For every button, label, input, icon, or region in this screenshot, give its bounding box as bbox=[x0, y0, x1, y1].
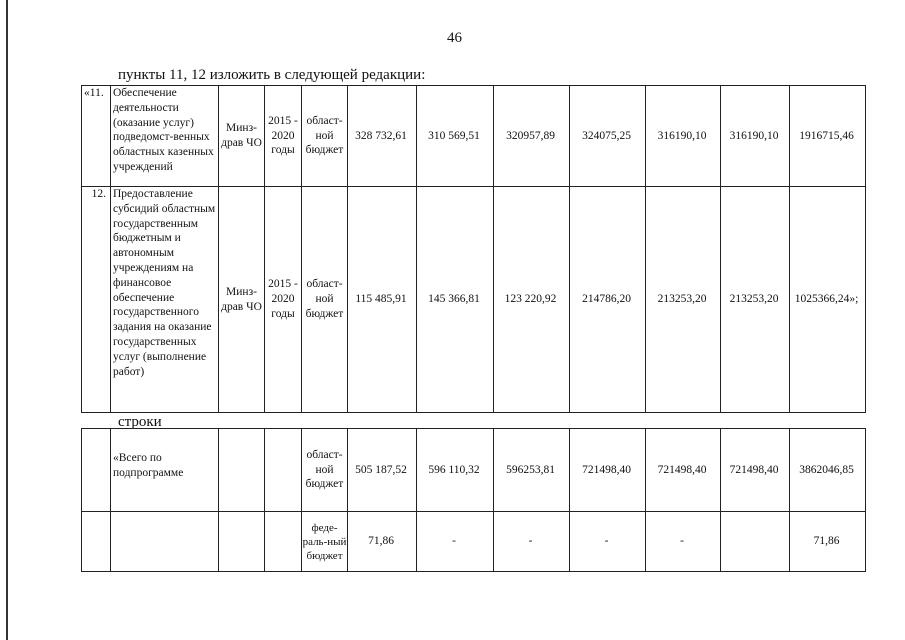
intro-text: пункты 11, 12 изложить в следующей редакции: bbox=[118, 67, 426, 83]
row-value: 310 569,51 bbox=[416, 85, 494, 187]
row-value: 721498,40 bbox=[569, 428, 646, 512]
row-total: 1025366,24»; bbox=[789, 186, 866, 413]
row-total: 71,86 bbox=[789, 511, 866, 572]
row-value: - bbox=[645, 511, 721, 572]
row-number bbox=[81, 511, 111, 572]
row-value: 213253,20 bbox=[645, 186, 721, 413]
row-value: 721498,40 bbox=[720, 428, 790, 512]
row-name: «Всего по подпрограмме bbox=[110, 428, 219, 512]
row-source: област-ной бюджет bbox=[301, 186, 348, 413]
row-value: 123 220,92 bbox=[493, 186, 570, 413]
row-value: 115 485,91 bbox=[347, 186, 417, 413]
row-number: «11. bbox=[81, 85, 111, 187]
row-value: 505 187,52 bbox=[347, 428, 417, 512]
scan-left-edge bbox=[6, 0, 8, 640]
rows-label: строки bbox=[118, 414, 162, 430]
row-executor: Минз-драв ЧО bbox=[218, 186, 265, 413]
row-executor bbox=[218, 511, 265, 572]
row-value: - bbox=[569, 511, 646, 572]
row-value: 596253,81 bbox=[493, 428, 570, 512]
row-source: област-ной бюджет bbox=[301, 428, 348, 512]
row-source: област-ной бюджет bbox=[301, 85, 348, 187]
row-value bbox=[720, 511, 790, 572]
row-value: - bbox=[493, 511, 570, 572]
row-value: - bbox=[416, 511, 494, 572]
row-value: 71,86 bbox=[347, 511, 417, 572]
row-value: 721498,40 bbox=[645, 428, 721, 512]
row-number: 12. bbox=[81, 186, 111, 413]
row-source: феде-раль-ный бюджет bbox=[301, 511, 348, 572]
row-period bbox=[264, 511, 302, 572]
row-value: 328 732,61 bbox=[347, 85, 417, 187]
page-number: 46 bbox=[447, 30, 462, 46]
row-value: 145 366,81 bbox=[416, 186, 494, 413]
row-period: 2015 - 2020 годы bbox=[264, 85, 302, 187]
row-total: 1916715,46 bbox=[789, 85, 866, 187]
row-name bbox=[110, 511, 219, 572]
row-value: 320957,89 bbox=[493, 85, 570, 187]
row-value: 213253,20 bbox=[720, 186, 790, 413]
row-value: 316190,10 bbox=[720, 85, 790, 187]
row-name: Обеспечение деятельности (оказание услуг) подведомст-венных областных казенных учреждений bbox=[110, 85, 219, 187]
row-total: 3862046,85 bbox=[789, 428, 866, 512]
row-value: 214786,20 bbox=[569, 186, 646, 413]
row-period: 2015 - 2020 годы bbox=[264, 186, 302, 413]
row-name: Предоставление субсидий областным государственным бюджетным и автономным учреждениям на финансовое обеспечение государственного задания на оказание государственных услуг (выполнение работ) bbox=[110, 186, 219, 413]
row-executor bbox=[218, 428, 265, 512]
row-executor: Минз-драв ЧО bbox=[218, 85, 265, 187]
row-value: 316190,10 bbox=[645, 85, 721, 187]
row-value: 596 110,32 bbox=[416, 428, 494, 512]
row-value: 324075,25 bbox=[569, 85, 646, 187]
row-number bbox=[81, 428, 111, 512]
row-period bbox=[264, 428, 302, 512]
